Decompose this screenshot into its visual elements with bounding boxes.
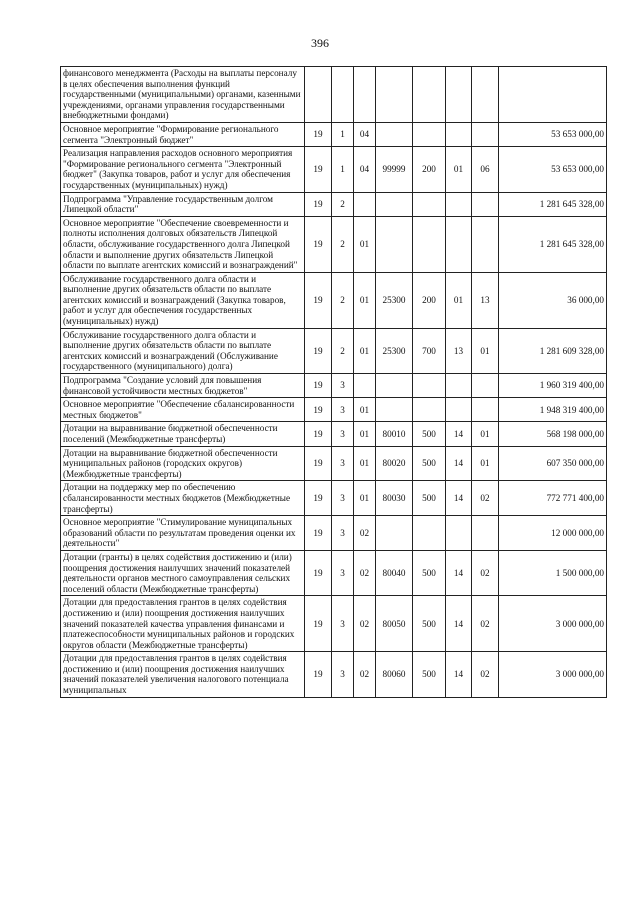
subprogram-code-cell: 3 xyxy=(332,481,354,516)
activity-code-cell xyxy=(354,374,376,398)
direction-code-cell: 80020 xyxy=(376,446,413,481)
subsection-code-cell xyxy=(472,122,499,146)
program-code-cell: 19 xyxy=(305,398,332,422)
row-name-cell: Основное мероприятие "Обеспечение сбалансированности местных бюджетов" xyxy=(61,398,305,422)
row-name-cell: Дотации для предоставления грантов в целях содействия достижению и (или) поощрения достижения наилучших значений показателей увеличения налогового потенциала муниципальных xyxy=(61,652,305,697)
section-code-cell xyxy=(446,67,472,123)
program-code-cell: 19 xyxy=(305,516,332,551)
table-row xyxy=(61,328,607,373)
row-name-cell: Основное мероприятие "Обеспечение своевременности и полноты исполнения долговых обязательств Липецкой области, обслуживание государственного долга Липецкой области и выполнение других обязательств Липецкой области по выплате агентских комиссий и вознаграждений" xyxy=(61,216,305,272)
program-code-cell: 19 xyxy=(305,374,332,398)
row-name-cell: Дотации на выравнивание бюджетной обеспеченности поселений (Межбюджетные трансферты) xyxy=(61,422,305,446)
expense-type-cell xyxy=(413,192,446,216)
subsection-code-cell xyxy=(472,374,499,398)
section-code-cell: 01 xyxy=(446,147,472,192)
activity-code-cell: 04 xyxy=(354,122,376,146)
expense-type-cell xyxy=(413,374,446,398)
section-code-cell: 14 xyxy=(446,446,472,481)
activity-code-cell: 01 xyxy=(354,328,376,373)
table-row xyxy=(61,481,607,516)
table-body xyxy=(61,67,607,698)
amount-cell: 3 000 000,00 xyxy=(499,652,607,697)
subprogram-code-cell: 1 xyxy=(332,147,354,192)
amount-cell: 568 198 000,00 xyxy=(499,422,607,446)
amount-cell: 1 281 645 328,00 xyxy=(499,192,607,216)
direction-code-cell: 80050 xyxy=(376,596,413,652)
program-code-cell: 19 xyxy=(305,550,332,595)
table-row xyxy=(61,122,607,146)
subsection-code-cell xyxy=(472,192,499,216)
subprogram-code-cell: 3 xyxy=(332,550,354,595)
section-code-cell xyxy=(446,216,472,272)
amount-cell: 1 500 000,00 xyxy=(499,550,607,595)
direction-code-cell xyxy=(376,374,413,398)
program-code-cell: 19 xyxy=(305,596,332,652)
expense-type-cell: 500 xyxy=(413,550,446,595)
direction-code-cell: 99999 xyxy=(376,147,413,192)
program-code-cell: 19 xyxy=(305,422,332,446)
subsection-code-cell: 01 xyxy=(472,446,499,481)
activity-code-cell: 01 xyxy=(354,422,376,446)
amount-cell: 36 000,00 xyxy=(499,272,607,328)
row-name-cell: Реализация направления расходов основного мероприятия "Формирование регионального сегмента "Электронный бюджет" (Закупка товаров, работ и услуг для обеспечения государственных (муниципальных) нужд) xyxy=(61,147,305,192)
subsection-code-cell: 02 xyxy=(472,596,499,652)
program-code-cell: 19 xyxy=(305,216,332,272)
program-code-cell: 19 xyxy=(305,122,332,146)
program-code-cell: 19 xyxy=(305,481,332,516)
program-code-cell: 19 xyxy=(305,446,332,481)
subprogram-code-cell: 3 xyxy=(332,374,354,398)
expense-type-cell: 500 xyxy=(413,481,446,516)
direction-code-cell: 25300 xyxy=(376,272,413,328)
budget-table xyxy=(60,66,607,698)
section-code-cell: 13 xyxy=(446,328,472,373)
row-name-cell: Основное мероприятие "Стимулирование муниципальных образований области по результатам проведения оценки их деятельности" xyxy=(61,516,305,551)
row-name-cell: Подпрограмма "Создание условий для повышения финансовой устойчивости местных бюджетов" xyxy=(61,374,305,398)
subsection-code-cell xyxy=(472,516,499,551)
program-code-cell xyxy=(305,67,332,123)
expense-type-cell: 500 xyxy=(413,422,446,446)
subprogram-code-cell: 2 xyxy=(332,192,354,216)
subprogram-code-cell: 2 xyxy=(332,272,354,328)
amount-cell: 1 281 609 328,00 xyxy=(499,328,607,373)
activity-code-cell: 02 xyxy=(354,652,376,697)
row-name-cell: Подпрограмма "Управление государственным долгом Липецкой области" xyxy=(61,192,305,216)
program-code-cell: 19 xyxy=(305,192,332,216)
activity-code-cell xyxy=(354,67,376,123)
amount-cell: 12 000 000,00 xyxy=(499,516,607,551)
expense-type-cell: 500 xyxy=(413,652,446,697)
table-row xyxy=(61,516,607,551)
direction-code-cell xyxy=(376,122,413,146)
subprogram-code-cell: 3 xyxy=(332,596,354,652)
section-code-cell xyxy=(446,398,472,422)
subprogram-code-cell: 3 xyxy=(332,446,354,481)
table-row xyxy=(61,147,607,192)
activity-code-cell: 02 xyxy=(354,596,376,652)
subsection-code-cell xyxy=(472,398,499,422)
table-row xyxy=(61,216,607,272)
direction-code-cell: 80040 xyxy=(376,550,413,595)
expense-type-cell: 500 xyxy=(413,596,446,652)
row-name-cell: Дотации на выравнивание бюджетной обеспеченности муниципальных районов (городских округов) (Межбюджетные трансферты) xyxy=(61,446,305,481)
table-row xyxy=(61,550,607,595)
expense-type-cell xyxy=(413,67,446,123)
row-name-cell: Обслуживание государственного долга области и выполнение других обязательств области по выплате агентских комиссий и вознаграждений (Закупка товаров, работ и услуг для обеспечения государственных (муниципальных) нужд) xyxy=(61,272,305,328)
subsection-code-cell: 02 xyxy=(472,550,499,595)
section-code-cell: 14 xyxy=(446,596,472,652)
program-code-cell: 19 xyxy=(305,147,332,192)
row-name-cell: Основное мероприятие "Формирование регионального сегмента "Электронный бюджет" xyxy=(61,122,305,146)
section-code-cell xyxy=(446,374,472,398)
subprogram-code-cell: 3 xyxy=(332,422,354,446)
amount-cell: 1 281 645 328,00 xyxy=(499,216,607,272)
table-row xyxy=(61,67,607,123)
amount-cell: 3 000 000,00 xyxy=(499,596,607,652)
table-row xyxy=(61,446,607,481)
subprogram-code-cell: 2 xyxy=(332,328,354,373)
direction-code-cell xyxy=(376,516,413,551)
subprogram-code-cell: 2 xyxy=(332,216,354,272)
direction-code-cell xyxy=(376,67,413,123)
row-name-cell: Дотации (гранты) в целях содействия достижению и (или) поощрения достижения наилучших значений показателей деятельности органов местного самоуправления сельских поселений области (Межбюджетные трансферты) xyxy=(61,550,305,595)
program-code-cell: 19 xyxy=(305,328,332,373)
row-name-cell: Обслуживание государственного долга области и выполнение других обязательств области по выплате агентских комиссий и вознаграждений (Обслуживание государственного (муниципального) долга) xyxy=(61,328,305,373)
activity-code-cell: 01 xyxy=(354,272,376,328)
expense-type-cell xyxy=(413,516,446,551)
activity-code-cell: 01 xyxy=(354,481,376,516)
table-row xyxy=(61,422,607,446)
table-row xyxy=(61,398,607,422)
subsection-code-cell xyxy=(472,67,499,123)
activity-code-cell: 01 xyxy=(354,216,376,272)
section-code-cell xyxy=(446,192,472,216)
table-row xyxy=(61,374,607,398)
expense-type-cell xyxy=(413,398,446,422)
subprogram-code-cell: 3 xyxy=(332,652,354,697)
subprogram-code-cell: 3 xyxy=(332,516,354,551)
table-row xyxy=(61,652,607,697)
section-code-cell: 14 xyxy=(446,652,472,697)
direction-code-cell xyxy=(376,192,413,216)
activity-code-cell: 04 xyxy=(354,147,376,192)
table-row xyxy=(61,272,607,328)
row-name-cell: Дотации для предоставления грантов в целях содействия достижению и (или) поощрения достижения наилучших значений показателей качества управления финансами и платежеспособности муниципальных районов и городских округов области (Межбюджетные трансферты) xyxy=(61,596,305,652)
row-name-cell: Дотации на поддержку мер по обеспечению сбалансированности местных бюджетов (Межбюджетные трансферты) xyxy=(61,481,305,516)
activity-code-cell: 02 xyxy=(354,550,376,595)
page-number: 396 xyxy=(311,36,329,50)
direction-code-cell: 25300 xyxy=(376,328,413,373)
subsection-code-cell: 02 xyxy=(472,481,499,516)
amount-cell xyxy=(499,67,607,123)
expense-type-cell: 200 xyxy=(413,147,446,192)
subprogram-code-cell: 3 xyxy=(332,398,354,422)
activity-code-cell: 01 xyxy=(354,398,376,422)
subsection-code-cell: 02 xyxy=(472,652,499,697)
subprogram-code-cell: 1 xyxy=(332,122,354,146)
expense-type-cell: 700 xyxy=(413,328,446,373)
table-row xyxy=(61,596,607,652)
direction-code-cell xyxy=(376,398,413,422)
subsection-code-cell: 06 xyxy=(472,147,499,192)
direction-code-cell: 80030 xyxy=(376,481,413,516)
section-code-cell: 14 xyxy=(446,422,472,446)
amount-cell: 1 948 319 400,00 xyxy=(499,398,607,422)
subsection-code-cell xyxy=(472,216,499,272)
expense-type-cell xyxy=(413,216,446,272)
section-code-cell xyxy=(446,516,472,551)
expense-type-cell: 500 xyxy=(413,446,446,481)
subprogram-code-cell xyxy=(332,67,354,123)
direction-code-cell xyxy=(376,216,413,272)
activity-code-cell: 01 xyxy=(354,446,376,481)
activity-code-cell xyxy=(354,192,376,216)
row-name-cell: финансового менеджмента (Расходы на выплаты персоналу в целях обеспечения выполнения функций государственными (муниципальными) органами, казенными учреждениями, органами управления государственными внебюджетными фондами) xyxy=(61,67,305,123)
section-code-cell: 01 xyxy=(446,272,472,328)
program-code-cell: 19 xyxy=(305,652,332,697)
activity-code-cell: 02 xyxy=(354,516,376,551)
section-code-cell: 14 xyxy=(446,481,472,516)
direction-code-cell: 80010 xyxy=(376,422,413,446)
expense-type-cell: 200 xyxy=(413,272,446,328)
section-code-cell xyxy=(446,122,472,146)
direction-code-cell: 80060 xyxy=(376,652,413,697)
table-row xyxy=(61,192,607,216)
section-code-cell: 14 xyxy=(446,550,472,595)
program-code-cell: 19 xyxy=(305,272,332,328)
subsection-code-cell: 01 xyxy=(472,422,499,446)
expense-type-cell xyxy=(413,122,446,146)
subsection-code-cell: 13 xyxy=(472,272,499,328)
subsection-code-cell: 01 xyxy=(472,328,499,373)
amount-cell: 772 771 400,00 xyxy=(499,481,607,516)
amount-cell: 53 653 000,00 xyxy=(499,147,607,192)
amount-cell: 607 350 000,00 xyxy=(499,446,607,481)
amount-cell: 1 960 319 400,00 xyxy=(499,374,607,398)
amount-cell: 53 653 000,00 xyxy=(499,122,607,146)
